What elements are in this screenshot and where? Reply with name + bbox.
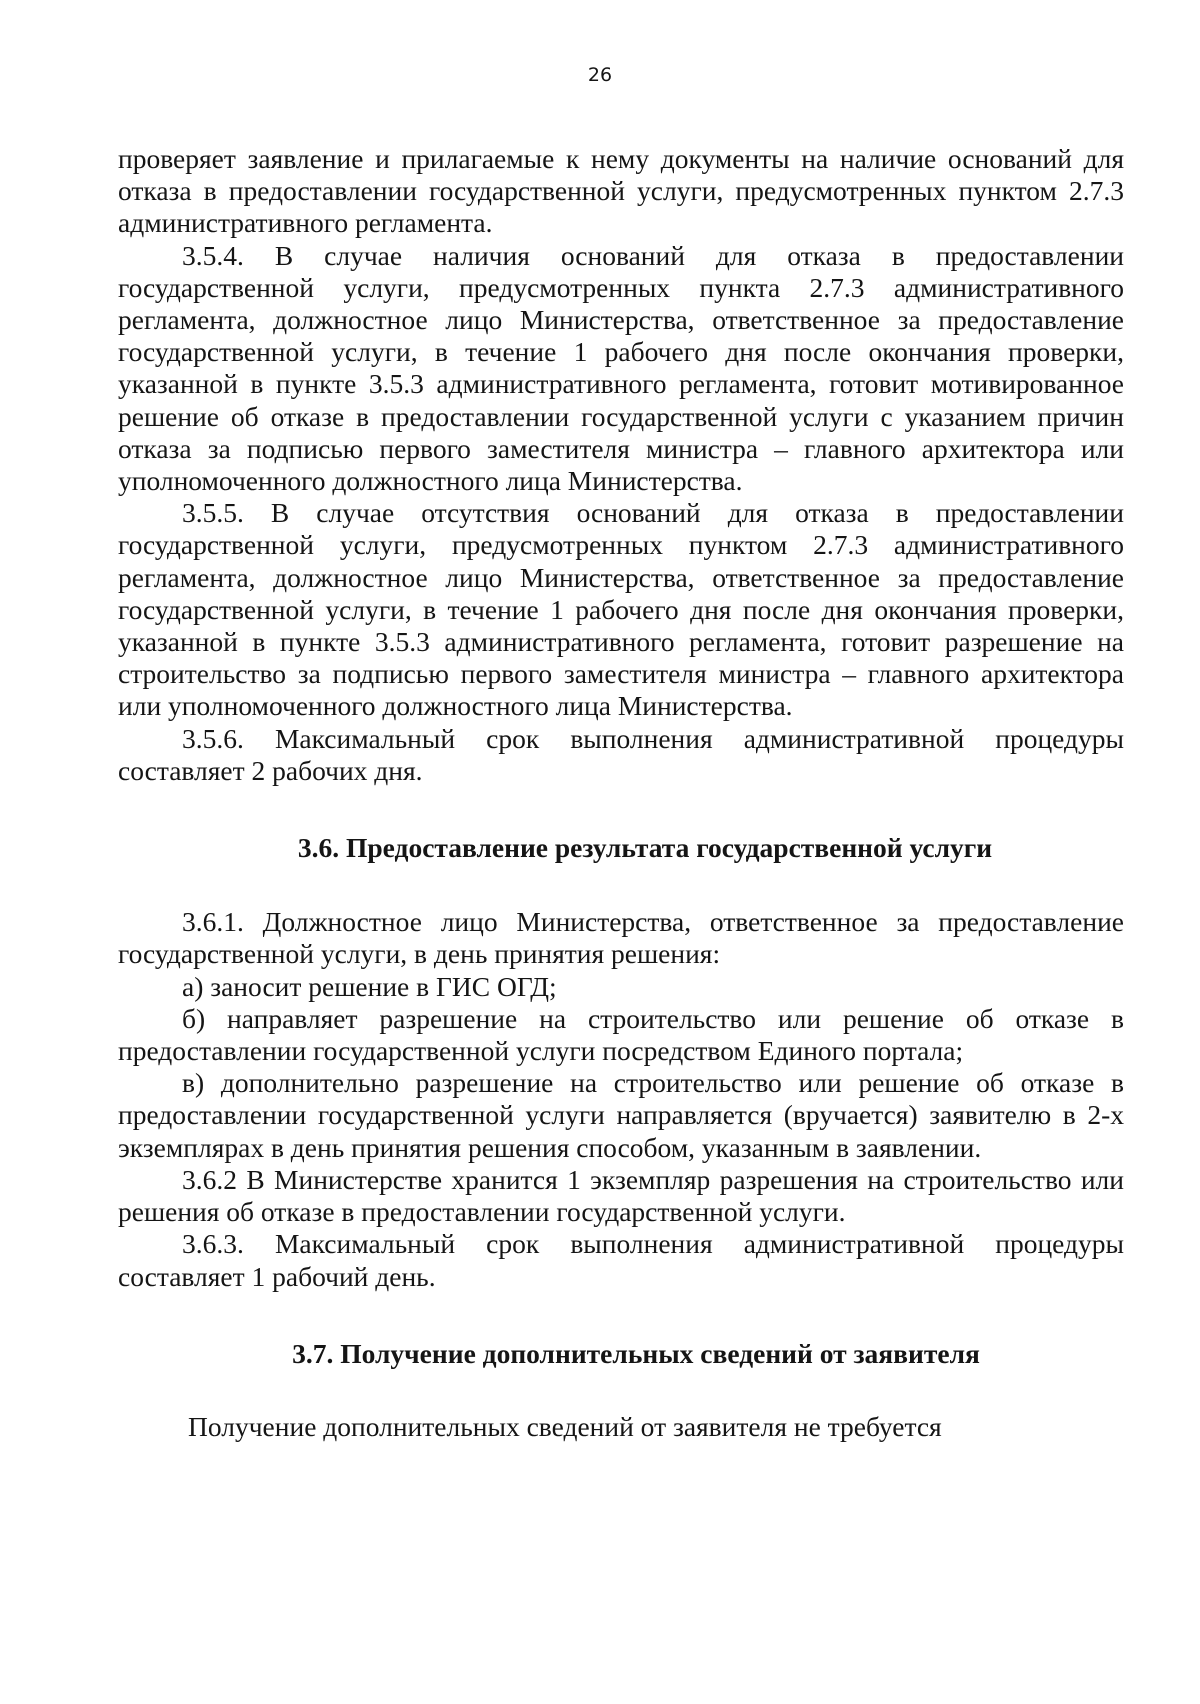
page-number: 26 [587,64,613,86]
paragraph-continuation: проверяет заявление и прилагаемые к нему документы на наличие оснований для отказа в предоставлении государственной услуги, предусмотренных пунктом 2.7.3 административного регламента. [118,143,1124,239]
paragraph-3-6-1: 3.6.1. Должностное лицо Министерства, ответственное за предоставление государственной услуги, в день принятия решения: [118,906,1124,970]
section-heading-3-6: 3.6. Предоставление результата государственной услуги [297,832,993,864]
paragraph-3-5-6: 3.5.6. Максимальный срок выполнения административной процедуры составляет 2 рабочих дня. [118,722,1124,786]
list-item-c: в) дополнительно разрешение на строительство или решение об отказе в предоставлении государственной услуги направляется (вручается) заявителю в 2-х экземплярах в день принятия решения способом, указанным в заявлении. [118,1067,1124,1163]
paragraph-3-7: Получение дополнительных сведений от заявителя не требуется [188,1410,942,1442]
section-heading-3-7: 3.7. Получение дополнительных сведений от заявителя [292,1337,980,1369]
paragraph-3-5-4: 3.5.4. В случае наличия оснований для отказа в предоставлении государственной услуги, предусмотренных пункта 2.7.3 административного регламента, должностное лицо Министерства, ответственное за предоставление государственной услуги, в течение 1 рабочего дня после окончания проверки, указанной в пункте 3.5.3 административного регламента, готовит мотивированное решение об отказе в предоставлении государственной услуги с указанием причин отказа за подписью первого заместителя министра – главного архитектора или уполномоченного должностного лица Министерства. [118,239,1124,497]
document-body [118,143,1124,1443]
list-item-a: а) заносит решение в ГИС ОГД; [182,970,557,1002]
paragraph-3-6-2: 3.6.2 В Министерстве хранится 1 экземпляр разрешения на строительство или решения об отказе в предоставлении государственной услуги. [118,1163,1124,1228]
paragraph-3-6-3: 3.6.3. Максимальный срок выполнения административной процедуры составляет 1 рабочий день. [118,1228,1124,1292]
paragraph-3-5-5: 3.5.5. В случае отсутствия оснований для отказа в предоставлении государственной услуги, предусмотренных пунктом 2.7.3 административного регламента, должностное лицо Министерства, ответственное за предоставление государственной услуги, в течение 1 рабочего дня после дня окончания проверки, указанной в пункте 3.5.3 административного регламента, готовит разрешение на строительство за подписью первого заместителя министра – главного архитектора или уполномоченного должностного лица Министерства. [118,497,1124,722]
list-item-b: б) направляет разрешение на строительство или решение об отказе в предоставлении государственной услуги посредством Единого портала; [118,1002,1124,1067]
